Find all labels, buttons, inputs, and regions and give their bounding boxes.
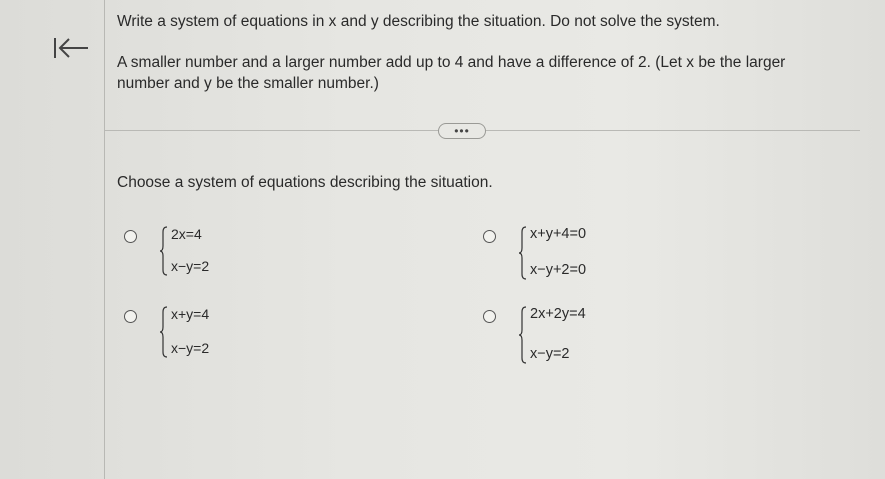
radio-button-d[interactable] bbox=[483, 310, 496, 323]
answer-instruction: Choose a system of equations describing the situation. bbox=[117, 174, 493, 191]
left-brace-icon bbox=[159, 226, 168, 276]
radio-button-a[interactable] bbox=[124, 230, 137, 243]
equations-a bbox=[171, 226, 209, 274]
equation-2: x−y=2 bbox=[530, 346, 570, 362]
radio-button-c[interactable] bbox=[124, 310, 137, 323]
arrow-left-to-bar-icon bbox=[52, 35, 92, 61]
equation-system-b bbox=[518, 226, 586, 280]
problem-line-1: A smaller number and a larger number add up to 4 and have a difference of 2. (Let x be the larger bbox=[117, 54, 786, 71]
answer-option-b[interactable] bbox=[483, 226, 586, 280]
equation-system-d bbox=[518, 306, 586, 364]
left-brace-icon bbox=[159, 306, 168, 358]
answer-option-a[interactable] bbox=[124, 226, 209, 276]
show-more-button[interactable]: ••• bbox=[438, 123, 486, 139]
equation-system-c bbox=[159, 306, 209, 358]
question-prompt: Write a system of equations in x and y describing the situation. Do not solve the system. bbox=[117, 13, 720, 30]
answer-option-c[interactable] bbox=[124, 306, 209, 358]
equations-d bbox=[530, 306, 586, 362]
equation-1: x+y+4=0 bbox=[530, 226, 587, 242]
answer-option-d[interactable] bbox=[483, 306, 586, 364]
problem-line-2: number and y be the smaller number.) bbox=[117, 75, 379, 92]
left-brace-icon bbox=[518, 306, 527, 364]
equation-2: x−y+2=0 bbox=[530, 262, 587, 278]
equation-system-a bbox=[159, 226, 209, 276]
equation-1: 2x+2y=4 bbox=[530, 306, 586, 322]
problem-statement bbox=[117, 52, 862, 94]
left-rail bbox=[0, 0, 105, 479]
equations-c bbox=[171, 306, 209, 356]
equations-b bbox=[530, 226, 586, 278]
equation-2: x−y=2 bbox=[171, 258, 210, 274]
left-brace-icon bbox=[518, 226, 527, 280]
equation-2: x−y=2 bbox=[171, 340, 210, 356]
equation-1: 2x=4 bbox=[171, 226, 202, 242]
equation-1: x+y=4 bbox=[171, 306, 210, 322]
radio-button-b[interactable] bbox=[483, 230, 496, 243]
back-button[interactable] bbox=[52, 34, 92, 62]
